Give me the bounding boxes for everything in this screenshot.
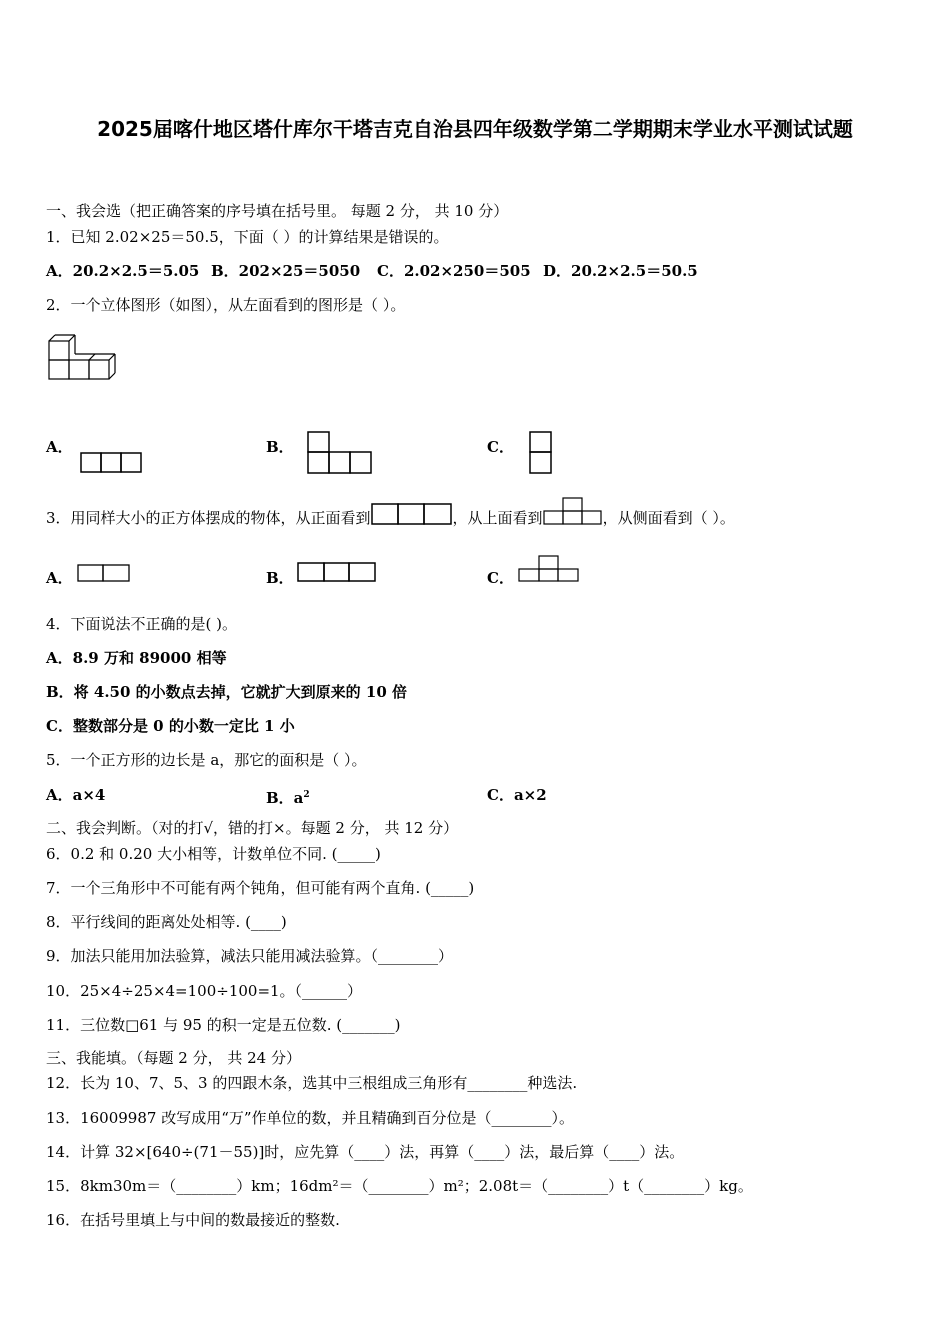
q3-top-view-figure <box>543 497 603 525</box>
question-8: 8．平行线间的距离处处相等. (____) <box>46 913 287 931</box>
question-6: 6．0.2 和 0.20 大小相等，计数单位不同. (_____) <box>46 845 381 863</box>
q2-option-a-figure <box>80 452 142 473</box>
q3-option-a-label: A． <box>46 569 73 587</box>
q2-option-b-figure <box>307 431 373 474</box>
question-13: 13．16009987 改写成用“万”作单位的数，并且精确到百分位是（________）。 <box>46 1109 575 1127</box>
question-2: 2．一个立体图形（如图），从左面看到的图形是（ ）。 <box>46 296 406 314</box>
page-title: 2025届喀什地区塔什库尔干塔吉克自治县四年级数学第二学期期末学业水平测试试题 <box>97 117 853 141</box>
q3-option-b-label: B． <box>266 569 294 587</box>
q1-option-d: D．20.2×2.5＝50.5 <box>543 262 698 280</box>
question-11: 11．三位数□61 与 95 的积一定是五位数. (_______) <box>46 1016 401 1034</box>
section3-header: 三、我能填。（每题 2 分， 共 24 分） <box>46 1049 301 1067</box>
q1-option-a: A．20.2×2.5＝5.05 <box>46 262 200 280</box>
q3-text-part1: 3．用同样大小的正方体摆成的物体，从正面看到 <box>46 509 371 527</box>
q1-option-b: B．202×25＝5050 <box>211 262 361 280</box>
q3-text-part3: ，从侧面看到（ ）。 <box>602 509 735 527</box>
question-16: 16．在括号里填上与中间的数最接近的整数. <box>46 1211 340 1229</box>
q2-option-b-label: B． <box>266 438 294 456</box>
q3-front-view-figure <box>371 503 453 525</box>
q3-option-c-figure <box>518 555 580 582</box>
question-3 <box>46 508 735 528</box>
section1-header: 一、我会选（把正确答案的序号填在括号里。 每题 2 分， 共 10 分） <box>46 202 509 220</box>
q3-text-part2: ，从上面看到 <box>452 509 543 527</box>
q4-option-a: A．8.9 万和 89000 相等 <box>46 649 227 667</box>
q3-option-a-figure <box>77 564 131 582</box>
q5-option-b <box>266 785 310 808</box>
question-4: 4．下面说法不正确的是( )。 <box>46 615 238 633</box>
q2-option-a-label: A． <box>46 438 73 456</box>
q2-option-c-figure <box>529 431 552 474</box>
question-14: 14．计算 32×[640÷(71－55)]时，应先算（____）法，再算（____）法，最后算（____）法。 <box>46 1143 685 1161</box>
q2-option-c-label: C． <box>487 438 514 456</box>
q3-option-b-figure <box>297 562 377 582</box>
question-15: 15．8km30m＝（________）km；16dm²＝（________）m²；2.08t＝（________）t（________）kg。 <box>46 1177 753 1195</box>
question-10: 10．25×4÷25×4=100÷100=1。（______） <box>46 982 363 1000</box>
question-1: 1．已知 2.02×25＝50.5，下面（ ）的计算结果是错误的。 <box>46 228 449 246</box>
section2-header: 二、我会判断。（对的打√，错的打×。每题 2 分， 共 12 分） <box>46 819 459 837</box>
q5-option-c: C．a×2 <box>487 786 547 804</box>
question-9: 9．加法只能用加法验算，减法只能用减法验算。（________） <box>46 947 454 965</box>
q4-option-b: B．将 4.50 的小数点去掉，它就扩大到原来的 10 倍 <box>46 683 407 701</box>
q5-option-a: A．a×4 <box>46 786 106 804</box>
q1-option-c: C．2.02×250＝505 <box>377 262 531 280</box>
q3-option-c-label: C． <box>487 569 514 587</box>
question-12: 12．长为 10、7、5、3 的四跟木条，选其中三根组成三角形有________种选法. <box>46 1074 578 1092</box>
q2-solid-figure <box>46 334 122 384</box>
question-5: 5．一个正方形的边长是 a，那它的面积是（ ）。 <box>46 751 367 769</box>
q5-option-b-exponent: 2 <box>303 790 310 800</box>
q4-option-c: C．整数部分是 0 的小数一定比 1 小 <box>46 717 295 735</box>
q5-option-b-text: B．a <box>266 789 304 807</box>
question-7: 7．一个三角形中不可能有两个钝角，但可能有两个直角. (_____) <box>46 879 475 897</box>
